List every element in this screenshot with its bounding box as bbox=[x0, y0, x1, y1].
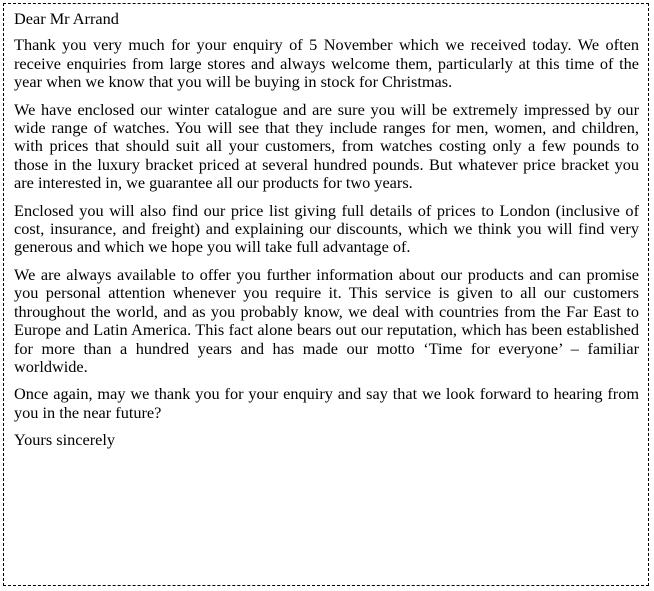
letter-paragraph-closing-remarks: Once again, may we thank you for your enquiry and say that we look forward to hearing from you in the near future? bbox=[14, 384, 639, 422]
letter-paragraph-price-list: Enclosed you will also find our price list giving full details of prices to London (inclusive of cost, insurance, and freight) and explaining our discounts, which we think you will find very generous and which we hope you will take full advantage of. bbox=[14, 200, 639, 257]
letter-sign-off: Yours sincerely bbox=[14, 430, 116, 450]
letter-document bbox=[3, 3, 649, 586]
letter-salutation: Dear Mr Arrand bbox=[14, 9, 119, 28]
letter-paragraph-enquiry-thanks: Thank you very much for your enquiry of 5 November which we received today. We often receive enquiries from large stores and always welcome them, particularly at this time of the year when we know that you will be buying in stock for Christmas. bbox=[14, 35, 639, 92]
letter-paragraph-service: We are always available to offer you further information about our products and can promise you personal attention whenever you require it. This service is given to all our customers throughout the world, and as you probably know, we deal with countries from the Far East to Europe and Latin America. This fact alone bears out our reputation, which has been established for more than a hundred years and has made our motto ‘Time for everyone’ – familiar worldwide. bbox=[14, 264, 639, 376]
letter-paragraph-catalogue: We have enclosed our winter catalogue and are sure you will be extremely impressed by our wide range of watches. You will see that they include ranges for men, women, and children, with prices that should suit all your customers, from watches costing only a few pounds to those in the luxury bracket priced at several hundred pounds. But whatever price bracket you are interested in, we guarantee all our products for two years. bbox=[14, 99, 639, 193]
